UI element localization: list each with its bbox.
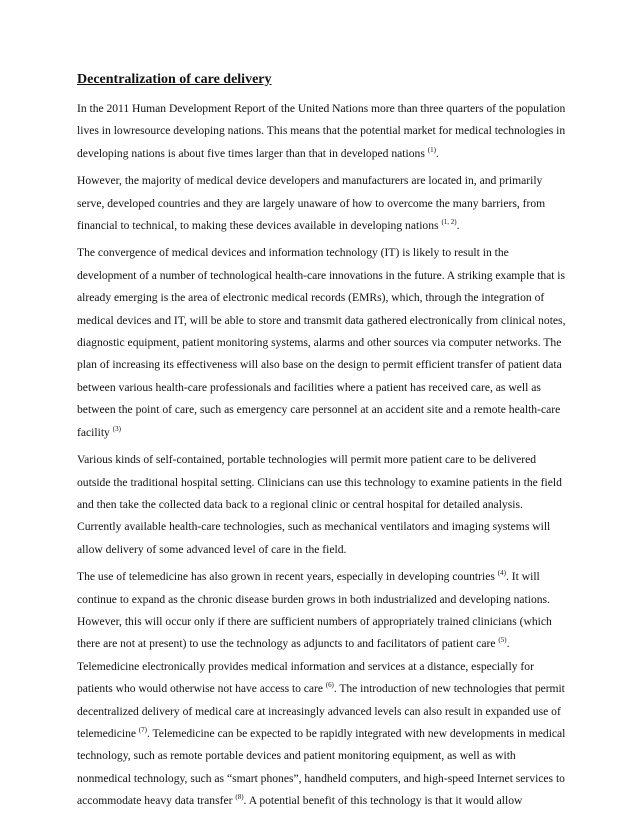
text-run: already emerging is the area of electronic medical records (EMRs), which, through the integration of bbox=[77, 291, 545, 305]
text-line bbox=[77, 633, 565, 655]
text-run: . The introduction of new technologies that permit bbox=[333, 682, 565, 696]
text-line bbox=[77, 472, 565, 494]
text-run: decentralized delivery of medical care at increasingly advanced levels can also result in expanded use of bbox=[77, 704, 561, 718]
text-run: The use of telemedicine has also grown in recent years, especially in developing countries bbox=[77, 570, 498, 584]
citation-ref: (6) bbox=[325, 681, 334, 690]
text-line bbox=[77, 745, 565, 767]
document-body bbox=[77, 98, 565, 813]
paragraph bbox=[77, 170, 565, 237]
citation-ref: (3) bbox=[112, 424, 121, 433]
text-line bbox=[77, 723, 565, 745]
text-line bbox=[77, 265, 565, 287]
text-run: Currently available health-care technologies, such as mechanical ventilators and imaging systems will bbox=[77, 520, 551, 534]
text-run: accommodate heavy data transfer bbox=[77, 794, 236, 808]
text-run: between various health-care professionals and facilities where a patient has received care, as well as bbox=[77, 380, 541, 394]
text-run: telemedicine bbox=[77, 726, 139, 740]
text-line bbox=[77, 611, 565, 633]
text-run: outside the traditional hospital setting. Clinicians can use this technology to examine patients in the field bbox=[77, 475, 562, 489]
paragraph bbox=[77, 98, 565, 165]
text-line bbox=[77, 215, 565, 237]
citation-ref: (1) bbox=[427, 145, 436, 154]
text-line bbox=[77, 790, 565, 812]
text-line bbox=[77, 701, 565, 723]
text-line bbox=[77, 120, 565, 142]
text-line bbox=[77, 399, 565, 421]
text-run: continue to expand as the chronic disease burden grows in both industrialized and developing nations. bbox=[77, 592, 550, 606]
text-line bbox=[77, 589, 565, 611]
text-line bbox=[77, 449, 565, 471]
text-line bbox=[77, 566, 565, 588]
text-run: developing nations is about five times larger than that in developed nations bbox=[77, 146, 428, 160]
text-line bbox=[77, 516, 565, 538]
text-run: However, this will occur only if there are sufficient numbers of appropriately trained clinicians (which bbox=[77, 614, 552, 628]
text-run: diagnostic equipment, patient monitoring systems, alarms and other sources via computer networks. The bbox=[77, 336, 562, 350]
text-run: . bbox=[435, 146, 439, 160]
text-line bbox=[77, 310, 565, 332]
text-line bbox=[77, 354, 565, 376]
text-run: there are not at present) to use the technology as adjuncts to and facilitators of patient care bbox=[77, 637, 499, 651]
text-line bbox=[77, 332, 565, 354]
text-run: technology, such as remote portable devices and patient monitoring equipment, as well as with bbox=[77, 749, 516, 763]
text-line bbox=[77, 656, 565, 678]
text-line bbox=[77, 242, 565, 264]
text-run: financial to technical, to making these devices available in developing nations bbox=[77, 219, 442, 233]
text-run: and then take the collected data back to a regional clinic or central hospital for detailed analysis. bbox=[77, 497, 523, 511]
document-page bbox=[77, 70, 565, 818]
text-run: lives in lowresource developing nations. This means that the potential market for medical technologies in bbox=[77, 124, 566, 138]
text-run: development of a number of technological health-care innovations in the future. A striking example that is bbox=[77, 268, 565, 282]
text-run: patients who would otherwise not have access to care bbox=[77, 682, 326, 696]
citation-ref: (5) bbox=[498, 636, 507, 645]
text-run: The convergence of medical devices and information technology (IT) is likely to result in the bbox=[77, 246, 509, 260]
paragraph bbox=[77, 242, 565, 444]
citation-ref: (8) bbox=[235, 793, 244, 802]
text-run: Various kinds of self-contained, portable technologies will permit more patient care to be delivered bbox=[77, 453, 537, 467]
section-heading: Decentralization of care delivery bbox=[77, 72, 272, 87]
paragraph bbox=[77, 449, 565, 561]
text-run: facility bbox=[77, 425, 113, 439]
text-run: However, the majority of medical device developers and manufacturers are located in, and primarily bbox=[77, 174, 543, 188]
text-run: plan of increasing its effectiveness will also base on the design to permit efficient transfer of patient data bbox=[77, 358, 562, 372]
text-run: . bbox=[506, 637, 510, 651]
text-run: nonmedical technology, such as “smart phones”, handheld computers, and high-speed Internet services to bbox=[77, 771, 565, 785]
text-line bbox=[77, 143, 565, 165]
citation-ref: (1, 2) bbox=[441, 218, 457, 227]
text-line bbox=[77, 494, 565, 516]
text-line bbox=[77, 678, 565, 700]
citation-ref: (4) bbox=[497, 569, 506, 578]
text-run: . A potential benefit of this technology is that it would allow bbox=[243, 794, 523, 808]
text-line bbox=[77, 539, 565, 561]
paragraph bbox=[77, 566, 565, 812]
text-run: . Telemedicine can be expected to be rapidly integrated with new developments in medical bbox=[146, 726, 566, 740]
citation-ref: (7) bbox=[138, 725, 147, 734]
text-run: . bbox=[456, 219, 460, 233]
text-run: between the point of care, such as emergency care personnel at an accident site and a remote health-care bbox=[77, 403, 561, 417]
text-line bbox=[77, 377, 565, 399]
text-line bbox=[77, 98, 565, 120]
text-run: . It will bbox=[505, 570, 540, 584]
text-line bbox=[77, 193, 565, 215]
text-line bbox=[77, 287, 565, 309]
text-line bbox=[77, 768, 565, 790]
text-run: medical devices and IT, will be able to store and transmit data gathered electronically from clinical notes, bbox=[77, 313, 566, 327]
text-run: Telemedicine electronically provides medical information and services at a distance, especially for bbox=[77, 659, 534, 673]
text-run: allow delivery of some advanced level of care in the field. bbox=[77, 542, 347, 556]
text-line bbox=[77, 422, 565, 444]
text-run: In the 2011 Human Development Report of the United Nations more than three quarters of the population bbox=[77, 102, 566, 115]
text-line bbox=[77, 170, 565, 192]
text-run: serve, developed countries and they are largely unaware of how to overcome the many barriers, from bbox=[77, 196, 546, 210]
